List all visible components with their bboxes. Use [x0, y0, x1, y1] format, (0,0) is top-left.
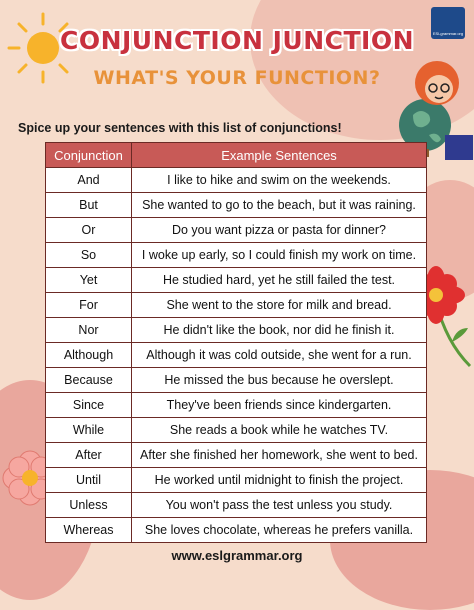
- conjunction-cell: While: [46, 418, 132, 443]
- example-sentence-cell: She loves chocolate, whereas he prefers vanilla.: [132, 518, 427, 543]
- conjunction-cell: And: [46, 168, 132, 193]
- intro-text: Spice up your sentences with this list of conjunctions!: [18, 121, 342, 135]
- table-row: [46, 293, 427, 318]
- page-subtitle: WHAT'S YOUR FUNCTION?: [93, 67, 381, 89]
- page-title: CONJUNCTION JUNCTION: [59, 26, 415, 55]
- conjunction-cell: But: [46, 193, 132, 218]
- column-header-conjunction: Conjunction: [46, 143, 132, 168]
- example-sentence-cell: After she finished her homework, she went to bed.: [132, 443, 427, 468]
- table-row: [46, 518, 427, 543]
- column-header-examples: Example Sentences: [132, 143, 427, 168]
- conjunction-cell: Nor: [46, 318, 132, 343]
- table-row: [46, 468, 427, 493]
- table-row: [46, 443, 427, 468]
- conjunction-cell: Or: [46, 218, 132, 243]
- example-sentence-cell: I like to hike and swim on the weekends.: [132, 168, 427, 193]
- example-sentence-cell: He missed the bus because he overslept.: [132, 368, 427, 393]
- example-sentence-cell: Do you want pizza or pasta for dinner?: [132, 218, 427, 243]
- table-row: [46, 243, 427, 268]
- conjunction-cell: Whereas: [46, 518, 132, 543]
- table-row: [46, 268, 427, 293]
- conjunction-cell: Until: [46, 468, 132, 493]
- example-sentence-cell: He studied hard, yet he still failed the test.: [132, 268, 427, 293]
- conjunction-cell: Because: [46, 368, 132, 393]
- example-sentence-cell: I woke up early, so I could finish my work on time.: [132, 243, 427, 268]
- example-sentence-cell: He worked until midnight to finish the project.: [132, 468, 427, 493]
- conjunction-cell: Since: [46, 393, 132, 418]
- conjunction-cell: So: [46, 243, 132, 268]
- table-row: [46, 343, 427, 368]
- example-sentence-cell: He didn't like the book, nor did he finish it.: [132, 318, 427, 343]
- example-sentence-cell: Although it was cold outside, she went for a run.: [132, 343, 427, 368]
- conjunction-cell: Although: [46, 343, 132, 368]
- table-row: [46, 318, 427, 343]
- table-row: [46, 418, 427, 443]
- conjunction-table: [45, 142, 427, 543]
- logo-badge-text: ESLgrammar.org: [432, 31, 464, 36]
- table-header-row: [46, 143, 427, 168]
- example-sentence-cell: She wanted to go to the beach, but it was raining.: [132, 193, 427, 218]
- table-row: [46, 168, 427, 193]
- table-row: [46, 493, 427, 518]
- table-row: [46, 393, 427, 418]
- conjunction-cell: Yet: [46, 268, 132, 293]
- conjunction-cell: For: [46, 293, 132, 318]
- conjunction-cell: Unless: [46, 493, 132, 518]
- table-row: [46, 218, 427, 243]
- conjunction-cell: After: [46, 443, 132, 468]
- footer-url: www.eslgrammar.org: [171, 548, 303, 563]
- example-sentence-cell: They've been friends since kindergarten.: [132, 393, 427, 418]
- example-sentence-cell: You won't pass the test unless you study.: [132, 493, 427, 518]
- example-sentence-cell: She reads a book while he watches TV.: [132, 418, 427, 443]
- example-sentence-cell: She went to the store for milk and bread.: [132, 293, 427, 318]
- table-row: [46, 193, 427, 218]
- table-row: [46, 368, 427, 393]
